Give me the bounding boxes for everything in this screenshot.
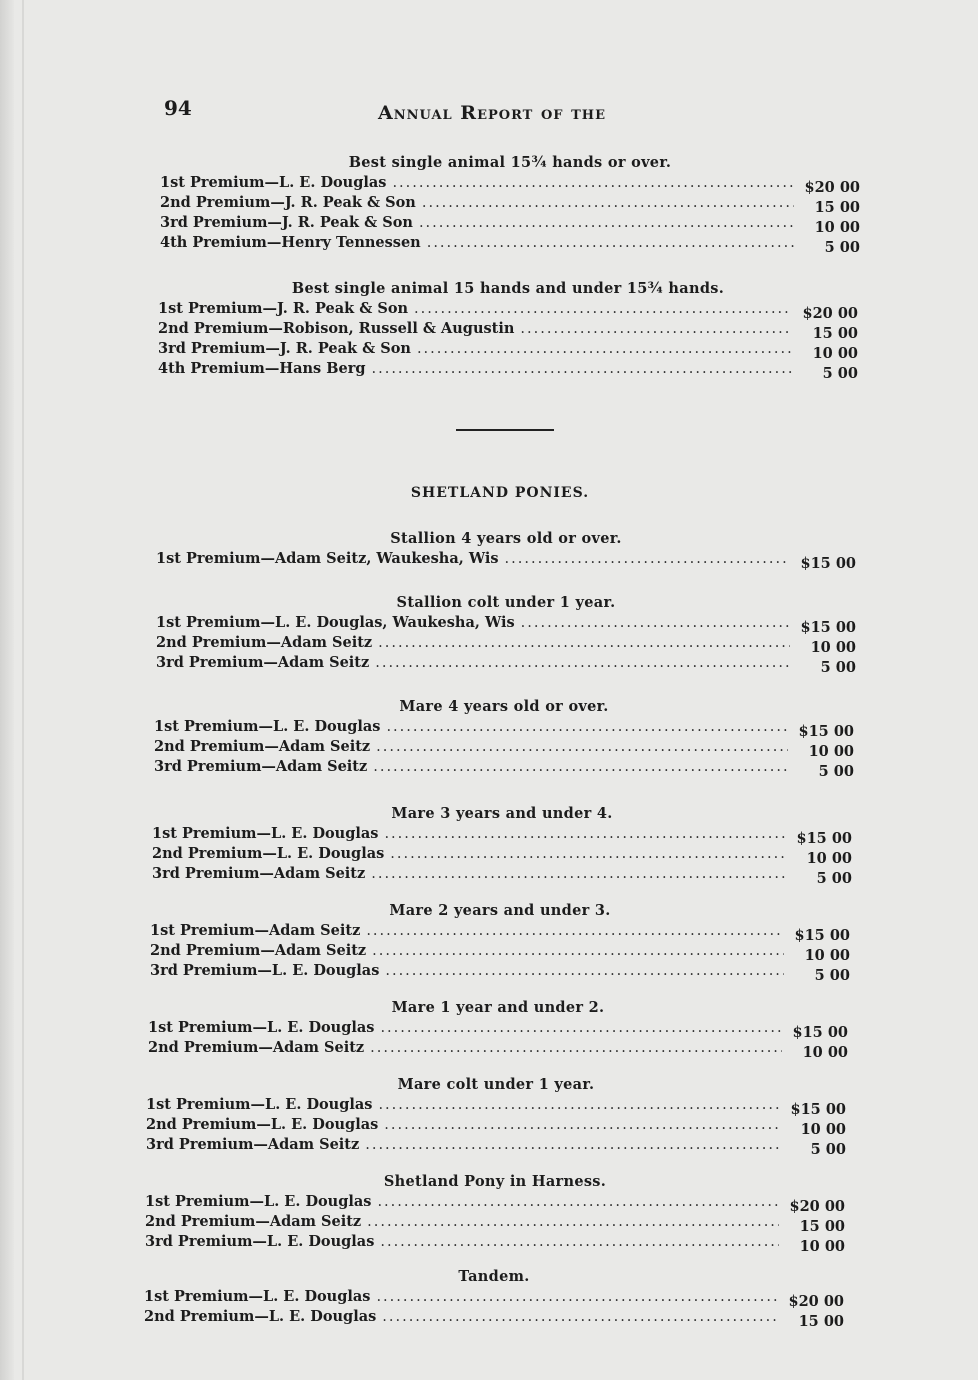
premium-entry — [152, 844, 852, 867]
premium-amount: $20 00 — [804, 179, 860, 196]
premium-winner: 3rd Premium—J. R. Peak & Son — [160, 214, 413, 231]
premium-entry — [150, 961, 850, 984]
class-title: Tandem. — [458, 1268, 530, 1285]
premium-entry — [160, 233, 860, 256]
premium-amount: 15 00 — [799, 1218, 845, 1235]
premium-amount: 10 00 — [808, 743, 854, 760]
premium-entry — [156, 633, 856, 656]
premium-winner: 2nd Premium—L. E. Douglas — [144, 1308, 377, 1325]
dot-leader — [521, 613, 790, 633]
premium-winner: 1st Premium—L. E. Douglas — [145, 1193, 372, 1210]
shetland-class-section — [154, 698, 854, 780]
premium-winner: 1st Premium—L. E. Douglas — [144, 1288, 371, 1305]
premium-entry — [158, 339, 858, 362]
dot-leader — [385, 961, 784, 981]
premium-winner: 3rd Premium—Adam Seitz — [146, 1136, 360, 1153]
premium-entry — [144, 1287, 844, 1310]
premium-winner: 3rd Premium—Adam Seitz — [156, 654, 370, 671]
section-divider — [456, 429, 554, 431]
premium-amount: 10 00 — [804, 947, 850, 964]
premium-winner: 1st Premium—L. E. Douglas — [154, 718, 381, 735]
premium-amount: 10 00 — [812, 345, 858, 362]
premium-amount: 5 00 — [816, 870, 852, 887]
horse-class-section — [160, 154, 860, 256]
dot-leader — [520, 319, 792, 339]
dot-leader — [382, 1307, 778, 1327]
dot-leader — [386, 717, 788, 737]
dot-leader — [377, 1192, 779, 1212]
dot-leader — [417, 339, 792, 359]
dot-leader — [372, 941, 784, 961]
premium-winner: 2nd Premium—Adam Seitz — [148, 1039, 365, 1056]
class-title: Mare 2 years and under 3. — [389, 902, 611, 919]
shetland-class-section — [152, 805, 852, 887]
premium-winner: 1st Premium—L. E. Douglas — [152, 825, 379, 842]
premium-entry — [158, 359, 858, 382]
shetland-class-section — [156, 530, 856, 572]
dot-leader — [392, 173, 794, 193]
class-title: Mare 4 years old or over. — [399, 698, 609, 715]
class-title: Stallion 4 years old or over. — [390, 530, 622, 547]
premium-amount: 5 00 — [822, 365, 858, 382]
premium-entry — [160, 213, 860, 236]
running-head: Annual Report of the — [378, 102, 606, 124]
premium-entry — [145, 1232, 845, 1255]
premium-winner: 3rd Premium—L. E. Douglas — [145, 1233, 375, 1250]
dot-leader — [380, 1018, 782, 1038]
premium-winner: 2nd Premium—Robison, Russell & Augustin — [158, 320, 515, 337]
premium-winner: 3rd Premium—Adam Seitz — [154, 758, 368, 775]
premium-entry — [160, 193, 860, 216]
premium-entry — [160, 173, 860, 196]
premium-winner: 2nd Premium—Adam Seitz — [154, 738, 371, 755]
premium-entry — [152, 824, 852, 847]
premium-winner: 1st Premium—L. E. Douglas — [148, 1019, 375, 1036]
premium-amount: 10 00 — [806, 850, 852, 867]
dot-leader — [378, 1095, 780, 1115]
shetland-class-section — [156, 594, 856, 676]
class-title: Mare 1 year and under 2. — [391, 999, 605, 1016]
dot-leader — [505, 549, 790, 569]
dot-leader — [375, 653, 790, 673]
premium-entry — [145, 1212, 845, 1235]
premium-amount: 5 00 — [814, 967, 850, 984]
premium-amount: $15 00 — [800, 619, 856, 636]
dot-leader — [372, 359, 793, 379]
horse-class-section — [158, 280, 858, 382]
dot-leader — [384, 824, 786, 844]
dot-leader — [427, 233, 794, 253]
premium-amount: 10 00 — [802, 1044, 848, 1061]
dot-leader — [370, 1038, 782, 1058]
dot-leader — [414, 299, 792, 319]
premium-amount: 15 00 — [812, 325, 858, 342]
dot-leader — [422, 193, 794, 213]
shetland-class-section — [145, 1173, 845, 1255]
premium-entry — [156, 653, 856, 676]
premium-amount: 15 00 — [798, 1313, 844, 1330]
premium-entry — [146, 1115, 846, 1138]
premium-entry — [158, 299, 858, 322]
dot-leader — [376, 1287, 778, 1307]
dot-leader — [380, 1232, 779, 1252]
dot-leader — [390, 844, 786, 864]
class-title: Mare 3 years and under 4. — [391, 805, 613, 822]
page-number: 94 — [164, 96, 192, 120]
premium-amount: $15 00 — [798, 723, 854, 740]
shetland-class-section — [150, 902, 850, 984]
premium-entry — [150, 941, 850, 964]
premium-amount: 5 00 — [824, 239, 860, 256]
premium-amount: $20 00 — [788, 1293, 844, 1310]
premium-amount: $20 00 — [802, 305, 858, 322]
premium-entry — [146, 1095, 846, 1118]
premium-winner: 1st Premium—L. E. Douglas — [146, 1096, 373, 1113]
premium-entry — [154, 717, 854, 740]
dot-leader — [367, 1212, 779, 1232]
premium-entry — [154, 737, 854, 760]
premium-amount: $15 00 — [794, 927, 850, 944]
premium-amount: 5 00 — [820, 659, 856, 676]
premium-winner: 3rd Premium—L. E. Douglas — [150, 962, 380, 979]
premium-amount: 10 00 — [810, 639, 856, 656]
premium-winner: 2nd Premium—J. R. Peak & Son — [160, 194, 416, 211]
premium-winner: 2nd Premium—Adam Seitz — [145, 1213, 362, 1230]
premium-winner: 1st Premium—J. R. Peak & Son — [158, 300, 409, 317]
dot-leader — [365, 1135, 780, 1155]
premium-entry — [148, 1018, 848, 1041]
premium-winner: 3rd Premium—J. R. Peak & Son — [158, 340, 411, 357]
premium-amount: $15 00 — [792, 1024, 848, 1041]
premium-winner: 2nd Premium—Adam Seitz — [156, 634, 373, 651]
premium-entry — [144, 1307, 844, 1330]
shetland-class-section — [146, 1076, 846, 1158]
premium-entry — [154, 757, 854, 780]
premium-entry — [150, 921, 850, 944]
premium-winner: 2nd Premium—Adam Seitz — [150, 942, 367, 959]
premium-amount: $15 00 — [796, 830, 852, 847]
premium-winner: 2nd Premium—L. E. Douglas — [146, 1116, 379, 1133]
premium-entry — [158, 319, 858, 342]
dot-leader — [376, 737, 788, 757]
premium-winner: 4th Premium—Hans Berg — [158, 360, 366, 377]
class-title: Best single animal 15 hands and under 15¾ hands. — [291, 280, 725, 297]
shetland-class-section — [144, 1268, 844, 1330]
dot-leader — [371, 864, 786, 884]
premium-winner: 1st Premium—Adam Seitz — [150, 922, 361, 939]
premium-entry — [146, 1135, 846, 1158]
premium-entry — [156, 613, 856, 636]
premium-amount: 10 00 — [799, 1238, 845, 1255]
premium-winner: 3rd Premium—Adam Seitz — [152, 865, 366, 882]
premium-amount: 15 00 — [814, 199, 860, 216]
shetland-class-section — [148, 999, 848, 1061]
premium-amount: 10 00 — [800, 1121, 846, 1138]
dot-leader — [373, 757, 788, 777]
shetland-ponies-heading: SHETLAND PONIES. — [410, 485, 590, 501]
premium-amount: 5 00 — [818, 763, 854, 780]
dot-leader — [384, 1115, 780, 1135]
premium-amount: $15 00 — [800, 555, 856, 572]
dot-leader — [366, 921, 784, 941]
premium-winner: 4th Premium—Henry Tennessen — [160, 234, 421, 251]
premium-entry — [152, 864, 852, 887]
dot-leader — [378, 633, 790, 653]
premium-winner: 1st Premium—L. E. Douglas — [160, 174, 387, 191]
class-title: Mare colt under 1 year. — [397, 1076, 595, 1093]
premium-amount: 10 00 — [814, 219, 860, 236]
class-title: Shetland Pony in Harness. — [383, 1173, 607, 1190]
class-title: Stallion colt under 1 year. — [396, 594, 616, 611]
class-title: Best single animal 15¾ hands or over. — [348, 154, 672, 171]
premium-amount: $15 00 — [790, 1101, 846, 1118]
premium-entry — [156, 549, 856, 572]
premium-winner: 1st Premium—Adam Seitz, Waukesha, Wis — [156, 550, 499, 567]
premium-amount: $20 00 — [789, 1198, 845, 1215]
premium-winner: 2nd Premium—L. E. Douglas — [152, 845, 385, 862]
premium-entry — [145, 1192, 845, 1215]
premium-entry — [148, 1038, 848, 1061]
premium-winner: 1st Premium—L. E. Douglas, Waukesha, Wis — [156, 614, 515, 631]
premium-amount: 5 00 — [810, 1141, 846, 1158]
dot-leader — [419, 213, 794, 233]
